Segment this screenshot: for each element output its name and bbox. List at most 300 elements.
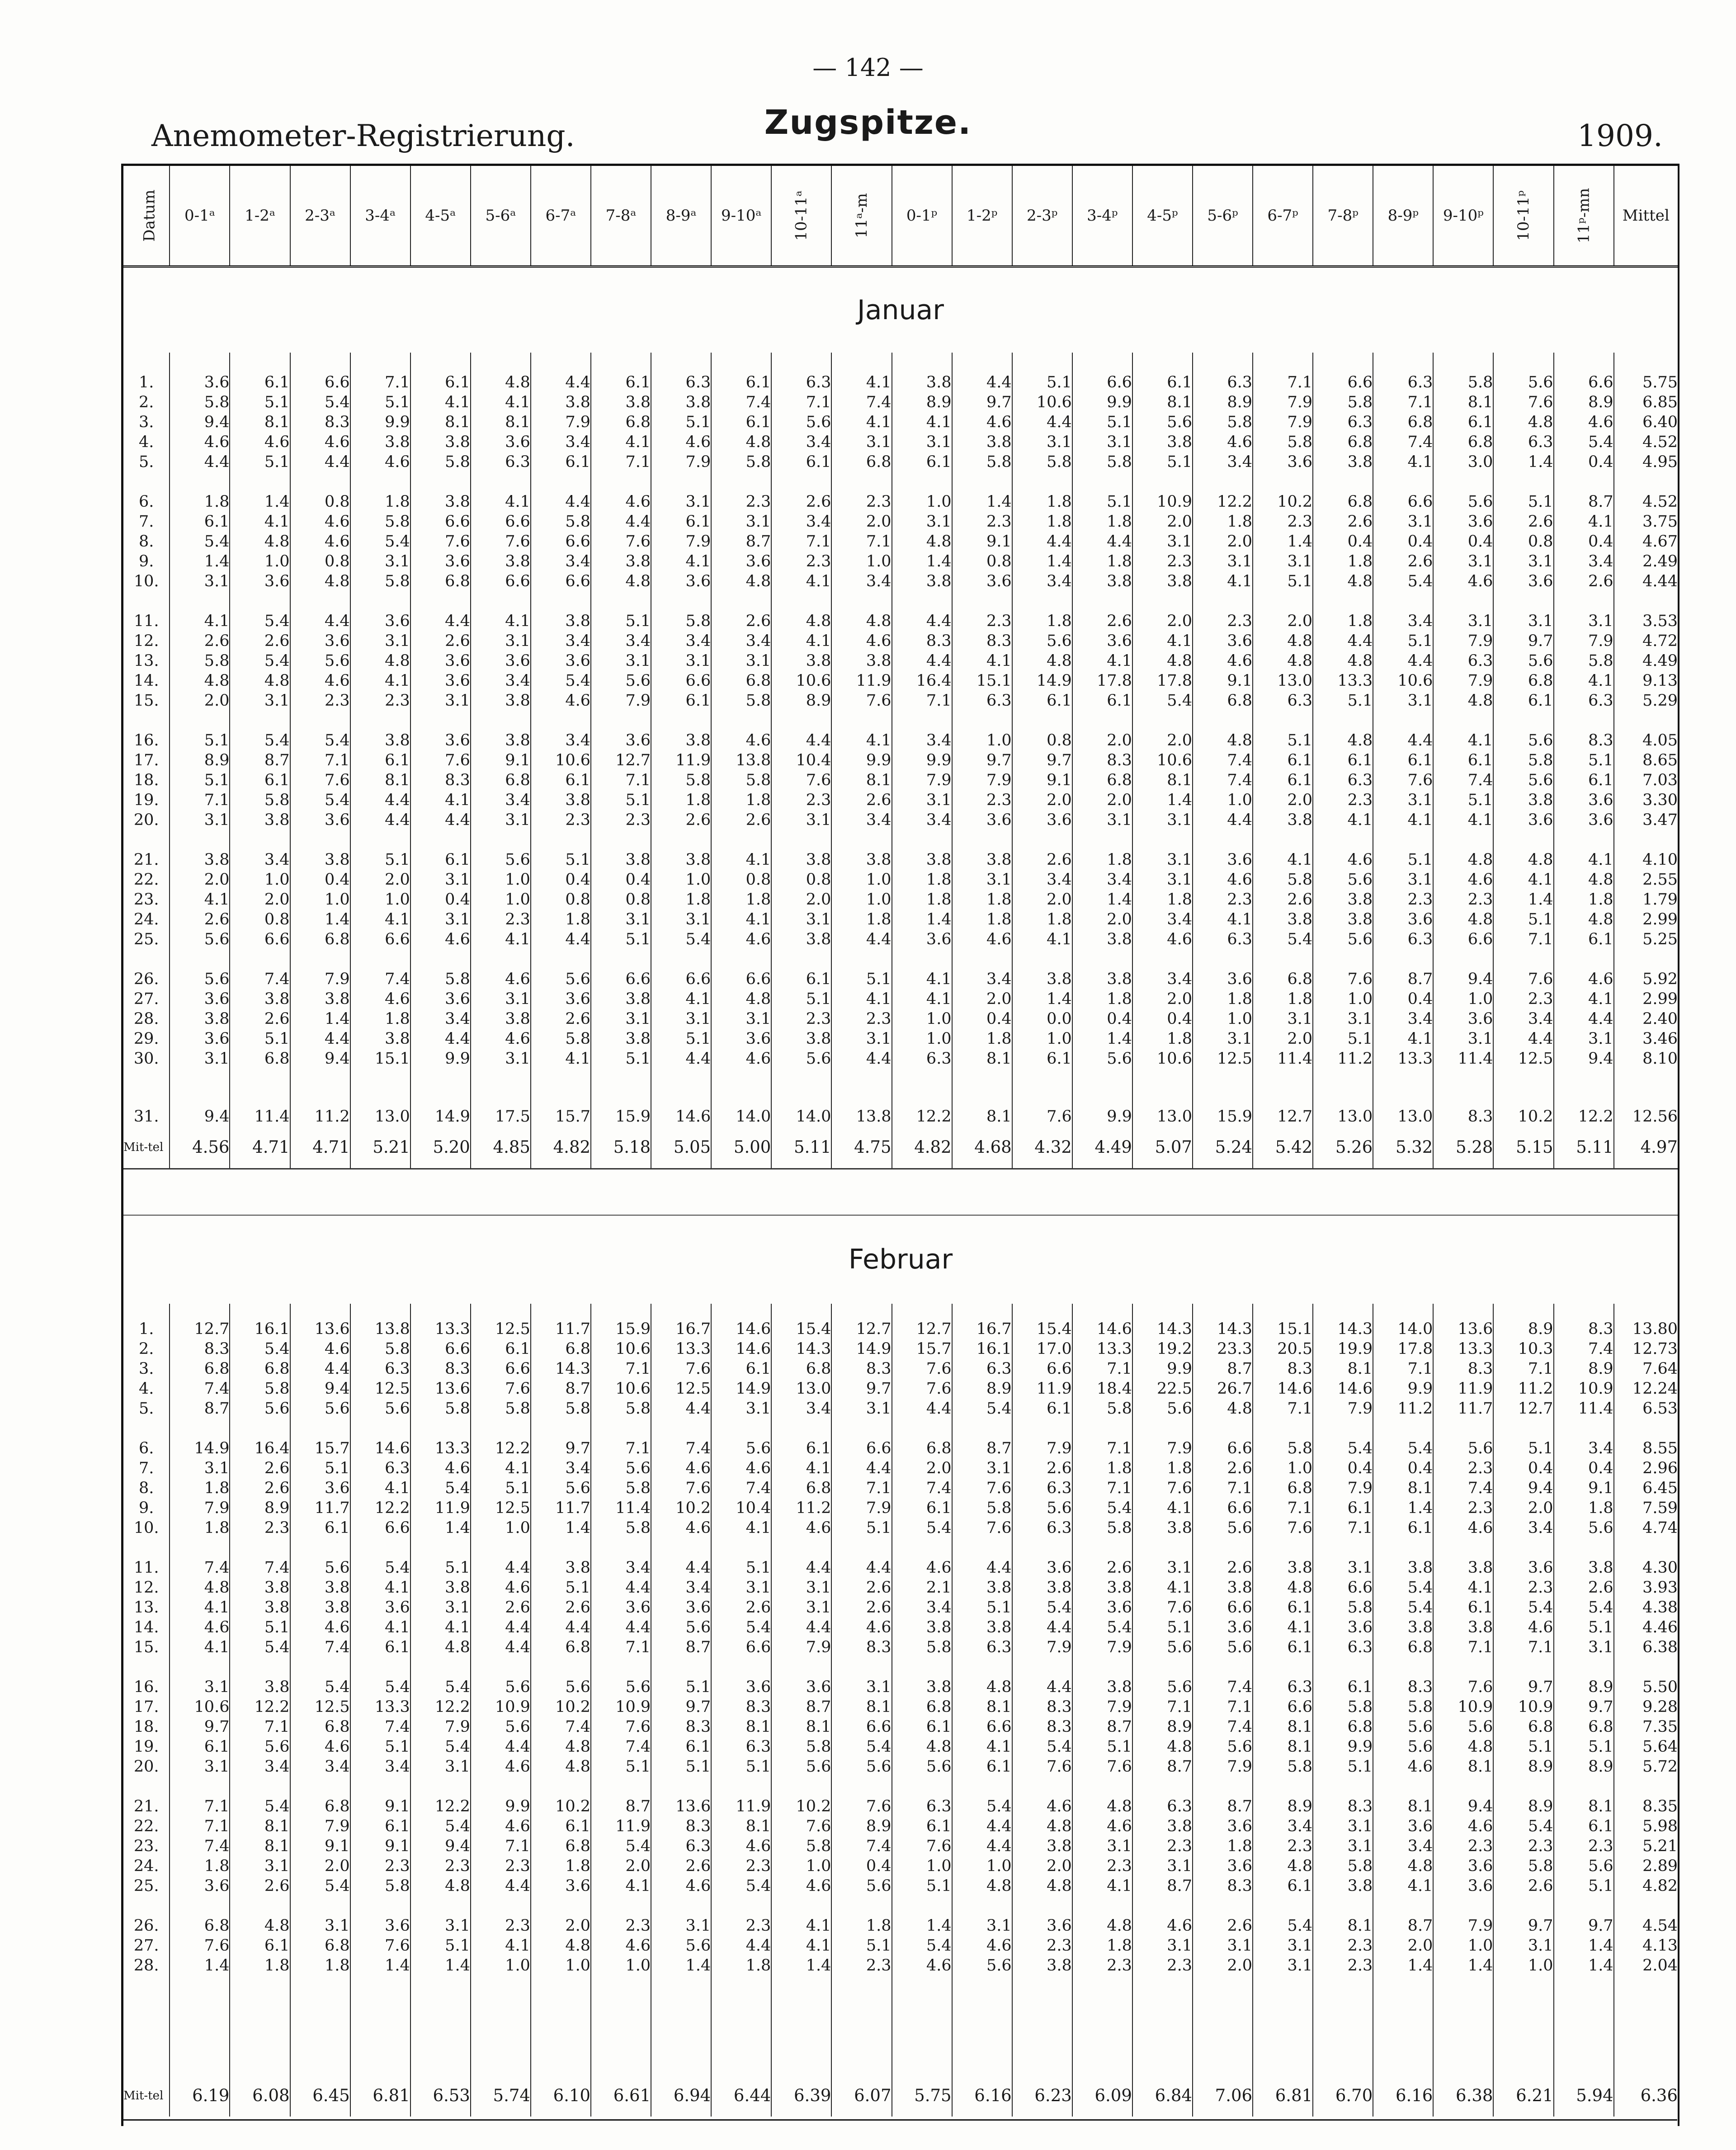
value-cell: 8.3 — [651, 1717, 711, 1737]
table-row — [123, 392, 1678, 412]
value-cell: 5.1 — [651, 412, 711, 432]
value-cell: 6.1 — [1012, 1399, 1072, 1419]
value-cell: 3.1 — [1493, 1936, 1553, 1956]
date-cell: 11. — [133, 612, 159, 630]
value-cell: 7.1 — [591, 452, 651, 472]
date-cell: 22. — [133, 870, 159, 889]
date-cell: 25. — [133, 930, 159, 948]
value-cell: 4.6 — [771, 1518, 831, 1538]
value-cell: 5.1 — [1012, 372, 1072, 392]
value-cell: 5.1 — [831, 969, 892, 989]
value-cell: 8.1 — [230, 1836, 290, 1856]
value-cell: 8.7 — [230, 750, 290, 770]
value-cell: 2.6 — [1554, 571, 1614, 591]
value-cell: 14.6 — [651, 1107, 711, 1127]
value-cell: 6.6 — [350, 929, 410, 949]
value-cell: 4.1 — [410, 790, 471, 810]
value-cell: 3.4 — [591, 631, 651, 651]
value-cell: 8.9 — [230, 1498, 290, 1518]
value-cell: 3.8 — [1313, 910, 1373, 929]
value-cell: 4.49 — [1614, 651, 1678, 671]
value-cell: 1.4 — [771, 1956, 831, 1976]
value-cell: 3.1 — [831, 1677, 892, 1697]
value-cell: 7.9 — [892, 770, 952, 790]
value-cell: 5.6 — [1012, 1498, 1072, 1518]
value-cell: 5.8 — [651, 611, 711, 631]
value-cell: 5.1 — [1554, 750, 1614, 770]
value-cell: 12.2 — [892, 1107, 952, 1127]
value-cell: 1.4 — [1433, 1956, 1493, 1976]
value-cell: 4.8 — [892, 532, 952, 552]
value-cell: 5.4 — [952, 1399, 1012, 1419]
value-cell: 1.79 — [1614, 890, 1678, 910]
value-cell: 14.9 — [711, 1379, 771, 1399]
value-cell: 7.4 — [1433, 1478, 1493, 1498]
value-cell: 5.8 — [1072, 1399, 1132, 1419]
value-cell: 2.3 — [471, 1856, 531, 1876]
value-cell: 3.1 — [1373, 790, 1433, 810]
value-cell: 3.6 — [1072, 631, 1132, 651]
value-cell: 5.98 — [1614, 1816, 1678, 1836]
value-cell: 7.4 — [831, 1836, 892, 1856]
column-header: 0-1ᵃ — [170, 166, 230, 266]
value-cell: 9.7 — [831, 1379, 892, 1399]
value-cell: 4.1 — [1554, 850, 1614, 870]
header-station-name: Zugspitze. — [764, 103, 972, 142]
value-cell: 3.8 — [952, 1617, 1012, 1637]
column-header: 9-10ᵃ — [711, 166, 771, 266]
value-cell: 9.1 — [350, 1796, 410, 1816]
value-cell: 4.1 — [471, 929, 531, 949]
value-cell: 1.0 — [1433, 989, 1493, 1009]
value-cell: 3.6 — [471, 651, 531, 671]
value-cell: 5.8 — [1313, 1856, 1373, 1876]
date-cell: 10. — [133, 1518, 159, 1537]
value-cell: 1.4 — [410, 1956, 471, 1976]
value-cell: 6.8 — [892, 1438, 952, 1458]
value-cell: 2.6 — [651, 1856, 711, 1876]
value-cell: 8.3 — [410, 1359, 471, 1379]
value-cell: 4.4 — [290, 452, 350, 472]
value-cell: 6.3 — [471, 452, 531, 472]
value-cell: 5.8 — [591, 1518, 651, 1538]
value-cell: 7.4 — [350, 1717, 410, 1737]
value-cell: 3.4 — [531, 731, 591, 750]
value-cell: 8.7 — [1132, 1757, 1193, 1777]
value-cell: 2.0 — [1193, 1956, 1253, 1976]
value-cell: 7.9 — [771, 1637, 831, 1657]
value-cell: 11.4 — [1554, 1399, 1614, 1419]
value-cell: 3.6 — [1493, 571, 1553, 591]
value-cell: 1.4 — [230, 492, 290, 512]
value-cell: 1.0 — [1313, 989, 1373, 1009]
value-cell: 6.8 — [410, 571, 471, 591]
column-header-row — [123, 166, 1678, 266]
value-cell: 6.1 — [1554, 929, 1614, 949]
value-cell: 4.6 — [1554, 412, 1614, 432]
value-cell: 6.1 — [531, 452, 591, 472]
value-cell: 3.6 — [1193, 1617, 1253, 1637]
value-cell: 7.4 — [1193, 770, 1253, 790]
value-cell: 2.3 — [1132, 1836, 1193, 1856]
value-cell: 7.9 — [1433, 631, 1493, 651]
value-cell: 8.3 — [1012, 1697, 1072, 1717]
value-cell: 1.0 — [1012, 1029, 1072, 1049]
table-row — [123, 512, 1678, 532]
value-cell: 5.6 — [892, 1757, 952, 1777]
value-cell: 14.3 — [1313, 1319, 1373, 1339]
value-cell: 8.1 — [1373, 1796, 1433, 1816]
table-row — [123, 1478, 1678, 1498]
value-cell: 9.4 — [170, 412, 230, 432]
value-cell: 9.4 — [410, 1836, 471, 1856]
value-cell: 13.0 — [1132, 1107, 1193, 1127]
value-cell: 6.8 — [831, 452, 892, 472]
value-cell: 7.9 — [1132, 1438, 1193, 1458]
value-cell: 3.8 — [892, 372, 952, 392]
value-cell: 7.9 — [1193, 1757, 1253, 1777]
value-cell: 1.8 — [531, 1856, 591, 1876]
value-cell: 6.6 — [1313, 1578, 1373, 1598]
value-cell: 0.8 — [711, 870, 771, 890]
value-cell: 3.1 — [831, 1399, 892, 1419]
group-spacer — [123, 591, 1678, 611]
table-row — [123, 1737, 1678, 1757]
value-cell: 11.2 — [1373, 1399, 1433, 1419]
value-cell: 8.7 — [771, 1697, 831, 1717]
value-cell: 3.1 — [1132, 532, 1193, 552]
value-cell: 1.4 — [350, 1956, 410, 1976]
value-cell: 3.6 — [711, 1029, 771, 1049]
value-cell: 6.85 — [1614, 392, 1678, 412]
value-cell: 1.8 — [1072, 989, 1132, 1009]
value-cell: 6.1 — [1433, 412, 1493, 432]
value-cell: 6.6 — [350, 1518, 410, 1538]
value-cell: 4.4 — [1012, 1677, 1072, 1697]
table-row — [123, 552, 1678, 571]
value-cell: 4.8 — [1554, 870, 1614, 890]
date-cell: 5. — [138, 453, 154, 471]
value-cell: 4.8 — [531, 1757, 591, 1777]
value-cell: 8.7 — [711, 532, 771, 552]
value-cell: 3.8 — [1132, 432, 1193, 452]
value-cell: 7.1 — [1072, 1478, 1132, 1498]
value-cell: 4.6 — [831, 631, 892, 651]
value-cell: 7.03 — [1614, 770, 1678, 790]
value-cell: 6.6 — [711, 1637, 771, 1657]
value-cell: 3.6 — [1193, 850, 1253, 870]
value-cell: 2.40 — [1614, 1009, 1678, 1029]
value-cell: 5.8 — [531, 1029, 591, 1049]
value-cell: 1.8 — [711, 890, 771, 910]
column-header: 3-4ᵃ — [350, 166, 410, 266]
value-cell: 3.1 — [651, 492, 711, 512]
value-cell: 4.6 — [290, 671, 350, 691]
value-cell: 3.1 — [892, 432, 952, 452]
date-cell: 16. — [133, 731, 159, 750]
value-cell: 5.1 — [1493, 1737, 1553, 1757]
value-cell: 6.1 — [170, 512, 230, 532]
value-cell: 8.3 — [711, 1697, 771, 1717]
mean-value-cell: 6.94 — [651, 2075, 711, 2117]
value-cell: 3.8 — [952, 1578, 1012, 1598]
value-cell: 4.8 — [771, 611, 831, 631]
value-cell: 6.3 — [892, 1049, 952, 1069]
value-cell: 8.9 — [1493, 1319, 1553, 1339]
value-cell: 6.6 — [410, 1339, 471, 1359]
value-cell: 1.8 — [1554, 1498, 1614, 1518]
value-cell: 1.4 — [290, 1009, 350, 1029]
mean-value-cell: 4.68 — [952, 1127, 1012, 1169]
value-cell: 1.0 — [892, 1856, 952, 1876]
value-cell: 7.6 — [892, 1379, 952, 1399]
value-cell: 2.0 — [531, 1916, 591, 1936]
value-cell: 3.8 — [591, 1029, 651, 1049]
value-cell: 5.6 — [1313, 929, 1373, 949]
value-cell: 10.2 — [771, 1796, 831, 1816]
mean-value-cell: 7.06 — [1193, 2075, 1253, 2117]
column-header-label: 10-11ᵖ — [1514, 190, 1533, 241]
table-row — [123, 1796, 1678, 1816]
value-cell: 6.6 — [471, 571, 531, 591]
value-cell: 5.8 — [651, 770, 711, 790]
value-cell: 5.6 — [771, 1757, 831, 1777]
value-cell: 6.3 — [651, 372, 711, 392]
value-cell: 6.3 — [1373, 372, 1433, 392]
value-cell: 5.8 — [771, 1737, 831, 1757]
value-cell: 8.1 — [1313, 1916, 1373, 1936]
value-cell: 3.1 — [892, 790, 952, 810]
value-cell: 4.1 — [651, 989, 711, 1009]
value-cell: 4.6 — [1373, 1757, 1433, 1777]
value-cell: 8.3 — [952, 631, 1012, 651]
value-cell: 6.8 — [1493, 671, 1553, 691]
column-header: 6-7ᵖ — [1253, 166, 1313, 266]
value-cell: 7.9 — [1433, 671, 1493, 691]
value-cell: 3.6 — [290, 631, 350, 651]
value-cell: 7.1 — [1373, 392, 1433, 412]
value-cell: 0.4 — [591, 870, 651, 890]
value-cell: 6.8 — [531, 1339, 591, 1359]
date-cell: 27. — [133, 1936, 159, 1955]
value-cell: 5.4 — [1373, 571, 1433, 591]
value-cell: 12.73 — [1614, 1339, 1678, 1359]
value-cell: 3.1 — [952, 1458, 1012, 1478]
table-row — [123, 1399, 1678, 1419]
value-cell: 4.1 — [471, 492, 531, 512]
value-cell: 1.8 — [711, 1956, 771, 1976]
frame-bottom-rule — [121, 2119, 1677, 2121]
value-cell: 1.8 — [1313, 611, 1373, 631]
value-cell: 9.1 — [1012, 770, 1072, 790]
value-cell: 7.6 — [771, 1816, 831, 1836]
value-cell: 6.6 — [1253, 1697, 1313, 1717]
value-cell: 2.3 — [1433, 1498, 1493, 1518]
value-cell: 2.99 — [1614, 989, 1678, 1009]
value-cell: 4.4 — [952, 1558, 1012, 1578]
value-cell: 2.3 — [410, 1856, 471, 1876]
value-cell: 5.6 — [952, 1956, 1012, 1976]
value-cell: 1.8 — [1132, 1029, 1193, 1049]
value-cell: 6.8 — [230, 1359, 290, 1379]
value-cell: 3.6 — [170, 1876, 230, 1896]
value-cell: 3.8 — [892, 1617, 952, 1637]
value-cell: 6.8 — [1072, 770, 1132, 790]
value-cell: 6.1 — [290, 1518, 350, 1538]
value-cell: 7.4 — [711, 392, 771, 412]
value-cell: 8.1 — [1132, 392, 1193, 412]
value-cell: 8.3 — [410, 770, 471, 790]
value-cell: 12.7 — [1493, 1399, 1553, 1419]
value-cell: 1.8 — [952, 1029, 1012, 1049]
value-cell: 4.8 — [410, 1637, 471, 1657]
value-cell: 2.6 — [170, 631, 230, 651]
value-cell: 1.8 — [952, 910, 1012, 929]
value-cell: 3.8 — [350, 731, 410, 750]
value-cell: 3.1 — [471, 989, 531, 1009]
value-cell: 5.6 — [1132, 1637, 1193, 1657]
value-cell: 6.6 — [531, 532, 591, 552]
table-row — [123, 929, 1678, 949]
value-cell: 6.1 — [350, 1637, 410, 1657]
value-cell: 3.1 — [711, 1399, 771, 1419]
value-cell: 7.1 — [591, 1359, 651, 1379]
value-cell: 3.1 — [471, 1049, 531, 1069]
value-cell: 6.6 — [471, 512, 531, 532]
date-cell: 8. — [138, 532, 154, 551]
value-cell: 7.6 — [1012, 1757, 1072, 1777]
value-cell: 4.1 — [771, 631, 831, 651]
column-header: 9-10ᵖ — [1433, 166, 1493, 266]
value-cell: 7.4 — [892, 1478, 952, 1498]
value-cell: 12.5 — [651, 1379, 711, 1399]
value-cell: 5.1 — [831, 1936, 892, 1956]
value-cell: 6.6 — [831, 1717, 892, 1737]
value-cell: 3.8 — [410, 492, 471, 512]
value-cell: 4.52 — [1614, 492, 1678, 512]
column-header-label: Datum — [140, 189, 159, 242]
value-cell: 2.3 — [831, 1956, 892, 1976]
value-cell: 4.6 — [170, 1617, 230, 1637]
mean-value-cell: 5.11 — [771, 1127, 831, 1169]
value-cell: 4.6 — [952, 1936, 1012, 1956]
value-cell: 7.4 — [831, 392, 892, 412]
date-cell: 21. — [133, 850, 159, 869]
mean-value-cell: 5.18 — [591, 1127, 651, 1169]
value-cell: 1.4 — [1253, 532, 1313, 552]
value-cell: 3.6 — [1433, 1856, 1493, 1876]
value-cell: 2.6 — [1193, 1458, 1253, 1478]
value-cell: 4.1 — [1433, 731, 1493, 750]
value-cell: 4.4 — [290, 611, 350, 631]
value-cell: 6.6 — [651, 969, 711, 989]
value-cell: 7.6 — [410, 750, 471, 770]
value-cell: 0.4 — [1373, 989, 1433, 1009]
value-cell: 3.1 — [1433, 1029, 1493, 1049]
value-cell: 2.3 — [531, 810, 591, 830]
date-cell: 24. — [133, 910, 159, 929]
value-cell: 9.9 — [1373, 1379, 1433, 1399]
value-cell: 3.8 — [230, 810, 290, 830]
value-cell: 5.6 — [170, 929, 230, 949]
value-cell: 5.8 — [1253, 432, 1313, 452]
value-cell: 8.3 — [831, 1637, 892, 1657]
value-cell: 10.6 — [591, 1379, 651, 1399]
value-cell: 4.4 — [591, 512, 651, 532]
column-header: 8-9ᵖ — [1373, 166, 1433, 266]
value-cell: 5.4 — [350, 1558, 410, 1578]
value-cell: 5.6 — [1493, 770, 1553, 790]
value-cell: 3.1 — [651, 1009, 711, 1029]
table-row — [123, 1617, 1678, 1637]
value-cell: 5.6 — [591, 1677, 651, 1697]
value-cell: 3.1 — [711, 651, 771, 671]
value-cell: 4.6 — [711, 1836, 771, 1856]
value-cell: 6.3 — [952, 1359, 1012, 1379]
table-row — [123, 1359, 1678, 1379]
value-cell: 2.04 — [1614, 1956, 1678, 1976]
value-cell: 10.9 — [591, 1697, 651, 1717]
value-cell: 1.0 — [471, 1956, 531, 1976]
value-cell: 6.1 — [1012, 691, 1072, 711]
value-cell: 2.3 — [831, 1009, 892, 1029]
value-cell: 11.9 — [711, 1796, 771, 1816]
value-cell: 14.6 — [1313, 1379, 1373, 1399]
value-cell: 6.1 — [1554, 770, 1614, 790]
value-cell: 4.6 — [350, 452, 410, 472]
value-cell: 3.8 — [230, 1578, 290, 1598]
value-cell: 1.4 — [1554, 1936, 1614, 1956]
mean-value-cell: 5.26 — [1313, 1127, 1373, 1169]
value-cell: 6.3 — [1554, 691, 1614, 711]
value-cell: 7.6 — [952, 1518, 1012, 1538]
table-row — [123, 750, 1678, 770]
value-cell: 0.8 — [531, 890, 591, 910]
table-row — [123, 1578, 1678, 1598]
value-cell: 5.4 — [711, 1876, 771, 1896]
value-cell: 7.9 — [531, 412, 591, 432]
value-cell: 4.1 — [1313, 810, 1373, 830]
value-cell: 5.4 — [230, 1637, 290, 1657]
value-cell: 14.3 — [531, 1359, 591, 1379]
value-cell: 5.75 — [1614, 372, 1678, 392]
value-cell: 1.0 — [471, 890, 531, 910]
value-cell: 5.4 — [1373, 1598, 1433, 1617]
value-cell: 8.3 — [1012, 1717, 1072, 1737]
value-cell: 5.1 — [531, 1578, 591, 1598]
value-cell: 2.0 — [290, 1856, 350, 1876]
value-cell: 10.9 — [471, 1697, 531, 1717]
value-cell: 7.59 — [1614, 1498, 1678, 1518]
value-cell: 4.1 — [831, 731, 892, 750]
column-header: Mittel — [1614, 166, 1678, 266]
value-cell: 2.3 — [1493, 1578, 1553, 1598]
value-cell: 4.4 — [651, 1399, 711, 1419]
value-cell: 7.4 — [170, 1836, 230, 1856]
value-cell: 7.1 — [170, 1816, 230, 1836]
value-cell: 11.7 — [531, 1319, 591, 1339]
value-cell: 7.1 — [1433, 1637, 1493, 1657]
value-cell: 5.1 — [230, 452, 290, 472]
value-cell: 3.6 — [952, 571, 1012, 591]
value-cell: 4.1 — [711, 850, 771, 870]
value-cell: 5.8 — [531, 512, 591, 532]
value-cell: 13.3 — [410, 1438, 471, 1458]
value-cell: 3.4 — [892, 810, 952, 830]
value-cell: 0.4 — [1313, 532, 1373, 552]
value-cell: 9.28 — [1614, 1697, 1678, 1717]
value-cell: 4.1 — [230, 512, 290, 532]
